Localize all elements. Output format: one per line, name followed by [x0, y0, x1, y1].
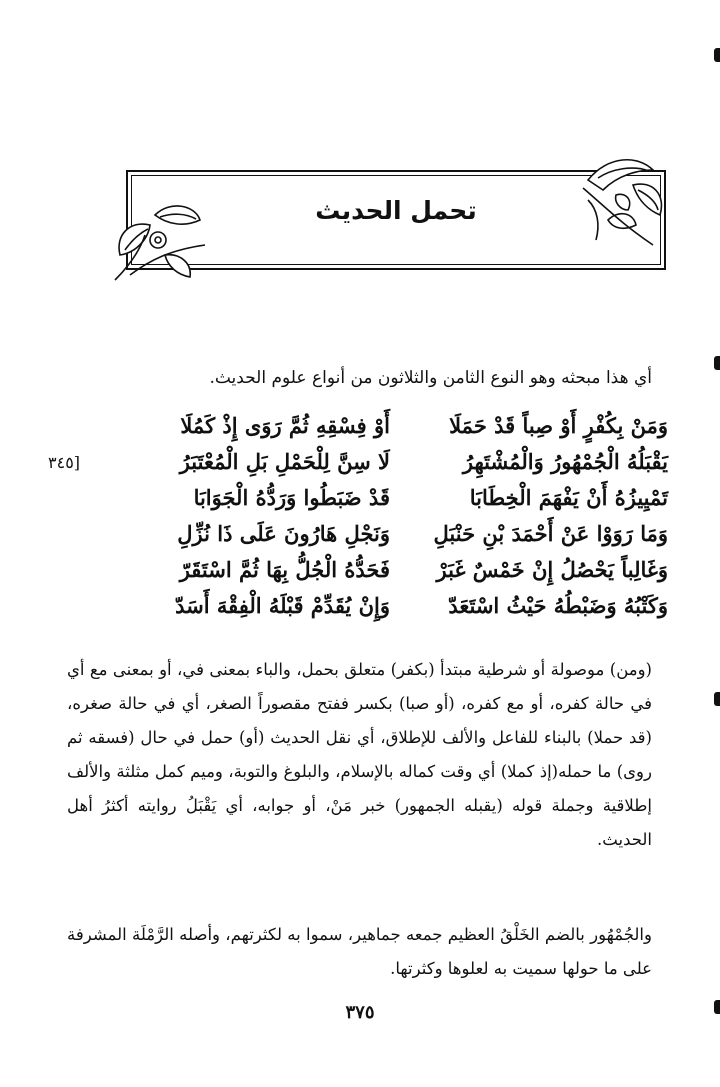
commentary-paragraph: والجُمْهُور بالضم الخَلْقُ العظيم جمعه جماهير، سموا به لكثرتهم، وأصله الرَّمْلَة المشرفة على ما حولها سميت به لعلوها وكثرتها.: [67, 925, 652, 978]
verse-first-hemistich: وَكَتْبُهُ وَضَبْطُهُ حَيْثُ اسْتَعَدّ: [448, 593, 668, 618]
verse-first-hemistich: يَقْبَلُهُ الْجُمْهُورُ وَالْمُشْتَهِرُ: [462, 449, 668, 474]
verse-second-hemistich: لَا سِنَّ لِلْحَمْلِ بَلِ الْمُعْتَبَرُ: [179, 449, 390, 474]
verse-first-hemistich: وَمَا رَوَوْا عَنْ أَحْمَدَ بْنِ حَنْبَلِ: [433, 521, 668, 546]
scan-edge-mark: [714, 356, 720, 370]
verse-second-hemistich: وَنَجْلِ هَارُونَ عَلَى ذَا نُزِّلِ: [177, 521, 390, 546]
verse-first-hemistich: تَمْيِيزُهُ أَنْ يَفْهَمَ الْخِطَابَا: [469, 485, 668, 510]
verse-second-hemistich: أَوْ فِسْقِهِ ثُمَّ رَوَى إِذْ كَمُلَا: [180, 413, 390, 438]
verse-second-hemistich: قَدْ ضَبَطُوا وَرَدُّهُ الْجَوَابَا: [193, 485, 390, 510]
verse-first-hemistich: وَمَنْ بِكُفْرٍ أَوْ صِباً قَدْ حَمَلَا: [449, 413, 668, 438]
verse-row: [40, 593, 668, 629]
verse-block: [40, 413, 668, 629]
intro-line: أي هذا مبحثه وهو النوع الثامن والثلاثون من أنواع علوم الحديث.: [209, 368, 652, 388]
verse-row: [40, 557, 668, 593]
floral-ornament-icon: [110, 195, 210, 285]
scan-edge-mark: [714, 692, 720, 706]
scan-edge-mark: [714, 48, 720, 62]
verse-row: [40, 485, 668, 521]
verse-second-hemistich: وَإِنْ يُقَدِّمْ قَبْلَهُ الْفِقْهَ أَسَدّ: [175, 593, 390, 618]
page-number: ٣٧٥: [345, 1002, 375, 1023]
floral-ornament-icon: [578, 150, 668, 250]
verse-number-marker: [٣٤٥: [48, 453, 81, 472]
verse-row: [40, 521, 668, 557]
verse-first-hemistich: وَغَالِباً يَحْصُلُ إِنْ خَمْسٌ غَبَرْ: [436, 557, 668, 582]
commentary-paragraph: (ومن) موصولة أو شرطية مبتدأ (بكفر) متعلق بحمل، والباء بمعنى في، أو بمعنى مع أي في حالة كفره، أو مع كفره، (أو صبا) بكسر ففتح مقصوراً الصغر، أي في حالة صغره، (قد حملا) بالبناء للفاعل والألف للإطلاق، أي نقل الحديث (أو) حمل في حال (فسقه ثم روى) ما حمله(إذ كملا) أي وقت كماله بالإسلام، والبلوغ والتوبة، وميم كمل مثلثة والألف إطلاقية وجملة قوله (يقبله الجمهور) خبر مَنْ، أو جوابه، أي يَقْبَلُ روايته أكثرُ أهل الحديث.: [67, 660, 652, 849]
verse-row: [40, 413, 668, 449]
chapter-title: تحمل الحديث: [315, 196, 477, 225]
verse-row: [40, 449, 668, 485]
verse-second-hemistich: فَحَدُّهُ الْجُلُّ بِهَا ثُمَّ اسْتَقَرّ: [179, 557, 390, 582]
